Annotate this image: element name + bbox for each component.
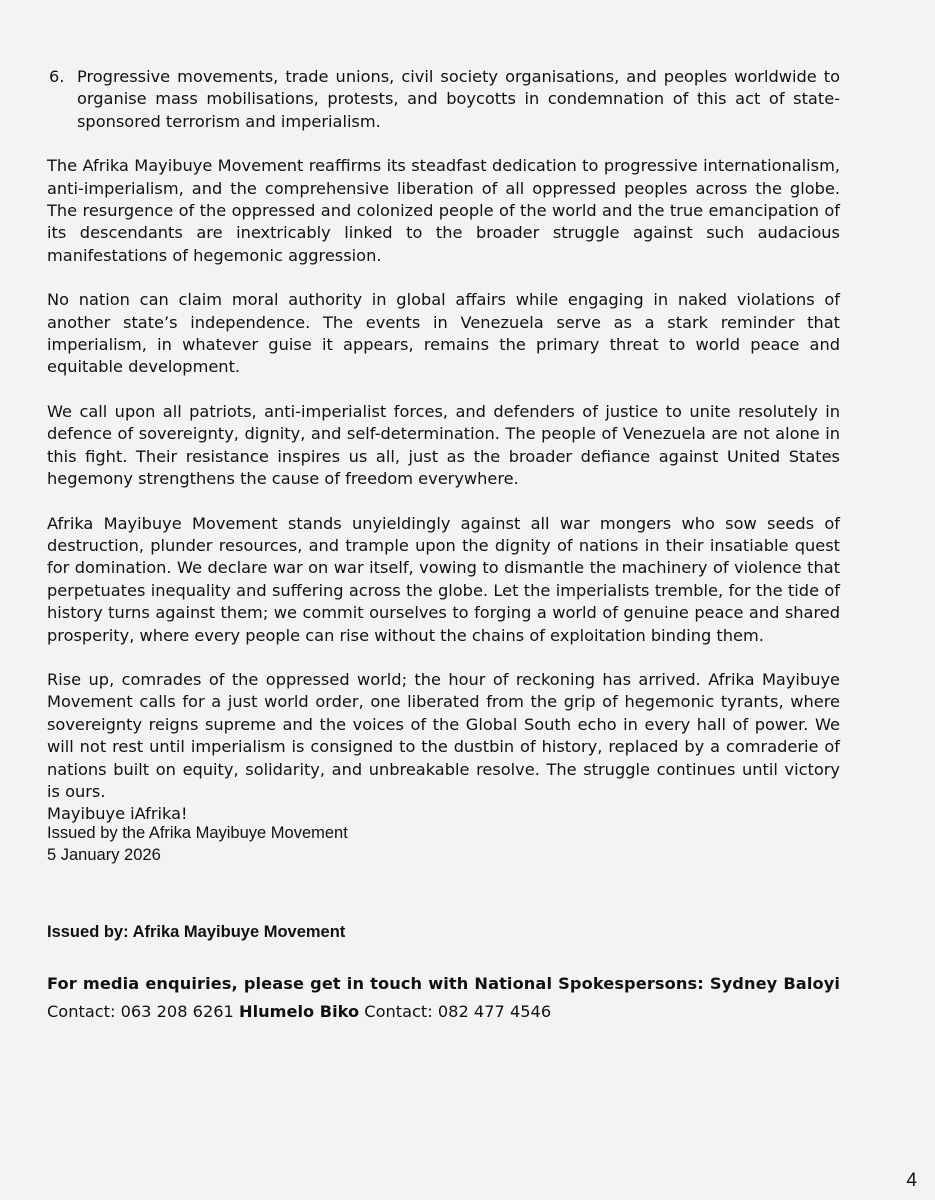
paragraph-reaffirmation: The Afrika Mayibuye Movement reaffirms its steadfast dedication to progressive internationalism, anti-imperialism, and the comprehensive liberation of all oppressed peoples across the globe. The resurgence of the oppressed and colonized people of the world and the true emancipation of its descendants are inextricably linked to the broader struggle against such audacious manifestations of hegemonic aggression. [47,156,840,265]
issued-date: 5 January 2026 [47,846,161,864]
issued-line: Issued by the Afrika Mayibuye Movement [47,824,348,842]
media-contacts-line [47,998,840,1026]
closing-slogan: Mayibuye iAfrika! [47,804,188,824]
paragraph-against-war: Afrika Mayibuye Movement stands unyieldingly against all war mongers who sow seeds of destruction, plunder resources, and trample upon the dignity of nations in their insatiable quest for domination. We declare war on war itself, vowing to dismantle the machinery of violence that perpetuates inequality and suffering across the globe. Let the imperialists tremble, for the tide of history turns against them; we commit ourselves to forging a world of genuine peace and shared prosperity, where every people can rise without the chains of exploitation binding them. [47,513,840,645]
list-item [47,66,840,133]
contact-hlumelo-biko: Contact: 082 477 4546 [359,1002,552,1021]
document-body [47,66,840,826]
spokesperson-hlumelo-biko: Hlumelo Biko [239,1002,360,1021]
paragraph-rise-up: Rise up, comrades of the oppressed world; the hour of reckoning has arrived. Afrika Mayibuye Movement calls for a just world order, one liberated from the grip of hegemonic tyrants, where sovereignty reigns supreme and the voices of the Global South echo in every hall of power. We will not rest until imperialism is consigned to the dustbin of history, replaced by a comraderie of nations built on equity, solidarity, and unbreakable resolve. The struggle continues until victory is ours. [47,669,840,801]
media-enquiries-line: For media enquiries, please get in touch with National Spokespersons: Sydney Baloyi [47,974,840,993]
paragraph-moral-authority: No nation can claim moral authority in global affairs while engaging in naked violations of another state’s independence. The events in Venezuela serve as a stark reminder that imperialism, in whatever guise it appears, remains the primary threat to world peace and equitable development. [47,290,840,377]
list-item-number: 6. [49,67,65,86]
contact-sydney-baloyi: Contact: 063 208 6261 [47,1002,240,1021]
list-item-text: Progressive movements, trade unions, civil society organisations, and peoples worldwide to organise mass mobilisations, protests, and boycotts in condemnation of this act of state-sponsored terrorism and imperialism. [77,67,840,131]
media-enquiries [47,970,840,1026]
issued-by-heading: Issued by: Afrika Mayibuye Movement [47,923,346,941]
issued-statement [47,822,348,866]
page-number: 4 [906,1170,917,1191]
paragraph-call-to-unite: We call upon all patriots, anti-imperialist forces, and defenders of justice to unite resolutely in defence of sovereignty, dignity, and self-determination. The people of Venezuela are not alone in this fight. Their resistance inspires us all, just as the broader defiance against United States hegemony strengthens the cause of freedom everywhere. [47,401,840,489]
